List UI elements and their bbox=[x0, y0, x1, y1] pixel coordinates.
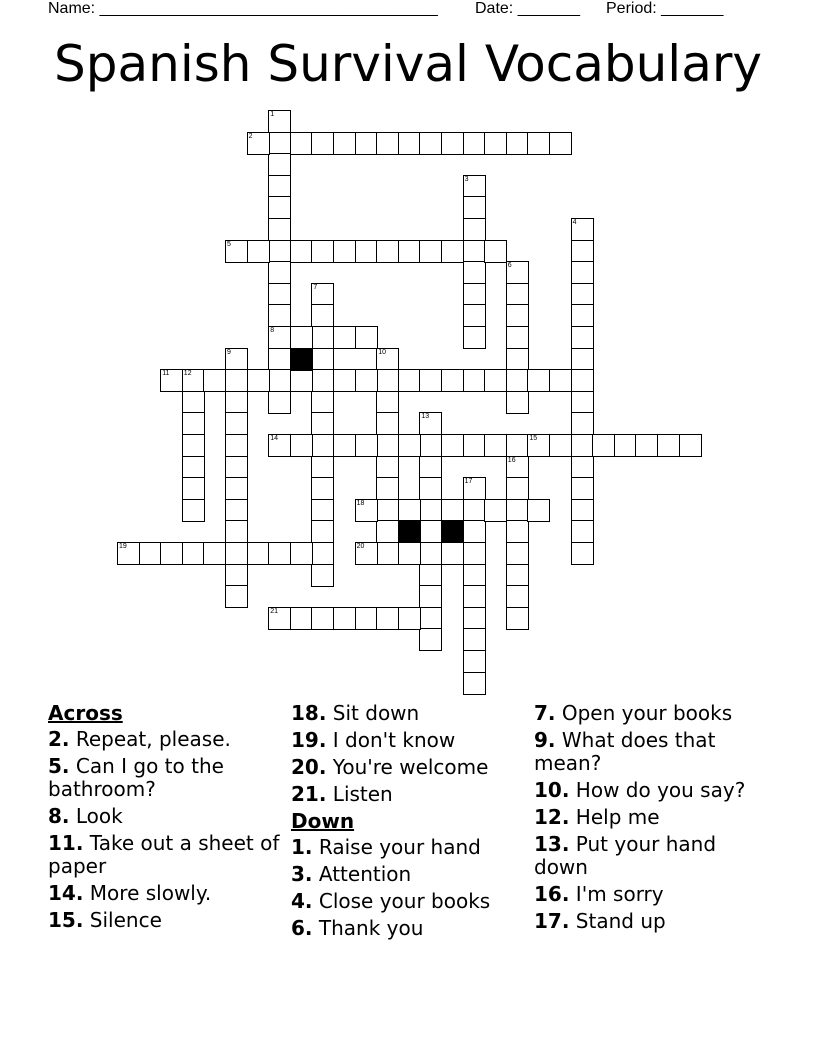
crossword-cell[interactable] bbox=[333, 369, 356, 392]
clue-item-number: 10. bbox=[534, 778, 570, 802]
clue-number: 4 bbox=[572, 219, 577, 226]
clue-item-text: Sit down bbox=[326, 701, 420, 725]
crossword-cell[interactable] bbox=[225, 564, 248, 587]
crossword-cell[interactable] bbox=[441, 499, 464, 522]
crossword-cell[interactable] bbox=[225, 456, 248, 479]
crossword-cell[interactable] bbox=[463, 304, 486, 327]
clue-number: 14 bbox=[270, 435, 278, 442]
crossword-cell[interactable] bbox=[247, 369, 270, 392]
clue-number: 5 bbox=[227, 240, 231, 248]
clue-item bbox=[291, 756, 531, 779]
crossword-cell[interactable] bbox=[268, 240, 291, 263]
crossword-cell[interactable] bbox=[376, 477, 399, 500]
down-heading: Down bbox=[291, 809, 355, 833]
clue-item-number: 20. bbox=[291, 755, 327, 779]
clue-item bbox=[48, 832, 288, 878]
crossword-cell[interactable] bbox=[311, 240, 334, 263]
clue-item-number: 13. bbox=[534, 832, 570, 856]
crossword-cell[interactable] bbox=[333, 326, 356, 349]
crossword-cell[interactable] bbox=[182, 477, 205, 500]
crossword-cell[interactable] bbox=[571, 283, 594, 306]
crossword-cell[interactable] bbox=[247, 132, 270, 155]
crossword-cell[interactable] bbox=[484, 499, 507, 522]
clue-item-text: You're welcome bbox=[326, 755, 489, 779]
clue-number: 12 bbox=[183, 370, 192, 378]
clue-item-text: How do you say? bbox=[569, 778, 746, 802]
crossword-cell[interactable] bbox=[290, 542, 313, 565]
clue-item-number: 2. bbox=[48, 727, 70, 751]
crossword-cell[interactable] bbox=[268, 369, 291, 392]
crossword-cell[interactable] bbox=[571, 261, 594, 284]
clue-item-text: Silence bbox=[83, 908, 162, 932]
crossword-cell[interactable] bbox=[311, 434, 334, 457]
clue-item-text: Help me bbox=[569, 805, 660, 829]
crossword-cell[interactable] bbox=[506, 477, 529, 500]
clue-item-text: Put your hand down bbox=[534, 832, 717, 879]
crossword-cell[interactable] bbox=[268, 607, 291, 630]
clue-number: 21 bbox=[270, 607, 278, 615]
clue-item-text: Take out a sheet of paper bbox=[48, 831, 280, 878]
clue-number: 8 bbox=[270, 327, 275, 334]
crossword-cell[interactable] bbox=[225, 542, 248, 565]
crossword-cell[interactable] bbox=[441, 369, 464, 392]
crossword-cell[interactable] bbox=[506, 499, 529, 522]
clue-item-number: 1. bbox=[291, 835, 313, 859]
crossword-cell[interactable] bbox=[506, 434, 529, 457]
crossword-cell[interactable] bbox=[311, 477, 334, 500]
crossword-cell[interactable] bbox=[225, 240, 248, 263]
crossword-cell[interactable] bbox=[268, 132, 291, 155]
crossword-cell[interactable] bbox=[160, 369, 183, 392]
crossword-cell[interactable] bbox=[290, 132, 313, 155]
crossword-cell[interactable] bbox=[182, 434, 205, 457]
clue-number: 16 bbox=[507, 456, 516, 464]
crossword-cell[interactable] bbox=[311, 391, 334, 414]
crossword-cell[interactable] bbox=[506, 456, 529, 479]
crossword-cell[interactable] bbox=[506, 326, 529, 349]
crossword-cell[interactable] bbox=[506, 283, 529, 306]
crossword-cell[interactable] bbox=[484, 369, 507, 392]
crossword-cell[interactable] bbox=[376, 348, 399, 371]
clue-item-text: Listen bbox=[326, 782, 393, 806]
clue-item-text: Stand up bbox=[569, 909, 666, 933]
crossword-cell[interactable] bbox=[376, 434, 399, 457]
clue-number: 13 bbox=[421, 413, 430, 421]
crossword-cell[interactable] bbox=[398, 434, 421, 457]
crossword-cell[interactable] bbox=[225, 434, 248, 457]
clue-item bbox=[534, 702, 774, 725]
crossword-cell[interactable] bbox=[311, 132, 334, 155]
clue-item-number: 3. bbox=[291, 862, 313, 886]
clue-item-number: 4. bbox=[291, 889, 313, 913]
crossword-cell[interactable] bbox=[441, 132, 464, 155]
black-square bbox=[441, 520, 464, 543]
clue-item-text: Close your books bbox=[312, 889, 491, 913]
clue-item bbox=[534, 779, 774, 802]
crossword-cell[interactable] bbox=[355, 434, 378, 457]
crossword-cell[interactable] bbox=[333, 132, 356, 155]
crossword-cell[interactable] bbox=[506, 520, 529, 543]
crossword-cell[interactable] bbox=[463, 196, 486, 219]
crossword-cell[interactable] bbox=[463, 607, 486, 630]
crossword-cell[interactable] bbox=[571, 434, 594, 457]
crossword-cell[interactable] bbox=[290, 326, 313, 349]
crossword-cell[interactable] bbox=[527, 132, 550, 155]
crossword-cell[interactable] bbox=[376, 369, 399, 392]
clue-number: 1 bbox=[270, 111, 275, 118]
crossword-cell[interactable] bbox=[571, 477, 594, 500]
crossword-cell[interactable] bbox=[311, 412, 334, 435]
crossword-cell[interactable] bbox=[419, 564, 442, 587]
crossword-cell[interactable] bbox=[311, 283, 334, 306]
crossword-cell[interactable] bbox=[527, 369, 550, 392]
crossword-cell[interactable] bbox=[355, 607, 378, 630]
crossword-cell[interactable] bbox=[225, 369, 248, 392]
clue-number: 19 bbox=[119, 543, 127, 550]
crossword-cell[interactable] bbox=[506, 391, 529, 414]
clues-column-1 bbox=[48, 702, 288, 936]
clues-column-3 bbox=[534, 702, 774, 937]
crossword-cell[interactable] bbox=[182, 369, 205, 392]
clue-item bbox=[291, 836, 531, 859]
clue-number: 10 bbox=[378, 348, 386, 356]
crossword-cell[interactable] bbox=[463, 564, 486, 587]
crossword-cell[interactable] bbox=[571, 348, 594, 371]
crossword-cell[interactable] bbox=[571, 391, 594, 414]
crossword-cell[interactable] bbox=[333, 607, 356, 630]
crossword-cell[interactable] bbox=[592, 434, 615, 457]
clue-item-number: 5. bbox=[48, 754, 70, 778]
crossword-cell[interactable] bbox=[311, 369, 334, 392]
crossword-cell[interactable] bbox=[463, 477, 486, 500]
clue-number: 7 bbox=[313, 283, 318, 291]
clue-item bbox=[48, 755, 288, 801]
crossword-cell[interactable] bbox=[419, 240, 442, 263]
crossword-cell[interactable] bbox=[441, 434, 464, 457]
crossword-cell[interactable] bbox=[376, 542, 399, 565]
crossword-cell[interactable] bbox=[571, 520, 594, 543]
clue-item-text: Can I go to the bathroom? bbox=[48, 754, 224, 801]
crossword-cell[interactable] bbox=[571, 499, 594, 522]
crossword-cell[interactable] bbox=[657, 434, 680, 457]
clue-number: 20 bbox=[356, 543, 365, 550]
clue-item-number: 9. bbox=[534, 728, 556, 752]
crossword-cell[interactable] bbox=[463, 218, 486, 241]
crossword-cell[interactable] bbox=[311, 520, 334, 543]
crossword-cell[interactable] bbox=[484, 434, 507, 457]
crossword-cell[interactable] bbox=[333, 240, 356, 263]
clue-item-text: Repeat, please. bbox=[69, 727, 231, 751]
clue-number: 9 bbox=[227, 348, 231, 356]
crossword-cell[interactable] bbox=[571, 326, 594, 349]
crossword-cell[interactable] bbox=[398, 369, 421, 392]
crossword-cell[interactable] bbox=[571, 240, 594, 263]
period-field[interactable]: Period: _______ bbox=[606, 0, 724, 17]
crossword-cell[interactable] bbox=[247, 542, 270, 565]
crossword-cell[interactable] bbox=[355, 132, 378, 155]
clue-item-text: Raise your hand bbox=[312, 835, 481, 859]
clue-number: 17 bbox=[464, 478, 473, 486]
crossword-cell[interactable] bbox=[203, 369, 226, 392]
crossword-cell[interactable] bbox=[419, 542, 442, 565]
clue-item-text: What does that mean? bbox=[534, 728, 716, 775]
clue-number: 3 bbox=[464, 175, 469, 183]
crossword-cell[interactable] bbox=[268, 348, 291, 371]
crossword-cell[interactable] bbox=[376, 391, 399, 414]
crossword-cell[interactable] bbox=[376, 456, 399, 479]
clue-item-number: 7. bbox=[534, 701, 556, 725]
clue-item-number: 12. bbox=[534, 805, 570, 829]
crossword-cell[interactable] bbox=[635, 434, 658, 457]
crossword-cell[interactable] bbox=[311, 607, 334, 630]
crossword-cell[interactable] bbox=[268, 542, 291, 565]
clue-item bbox=[48, 909, 288, 932]
crossword-cell[interactable] bbox=[290, 240, 313, 263]
clue-item-number: 6. bbox=[291, 916, 313, 940]
crossword-cell[interactable] bbox=[311, 348, 334, 371]
crossword-cell[interactable] bbox=[506, 564, 529, 587]
crossword-cell[interactable] bbox=[311, 564, 334, 587]
crossword-cell[interactable] bbox=[527, 499, 550, 522]
crossword-cell[interactable] bbox=[182, 456, 205, 479]
crossword-cell[interactable] bbox=[506, 261, 529, 284]
crossword-cell[interactable] bbox=[506, 585, 529, 608]
black-square bbox=[398, 520, 421, 543]
crossword-cell[interactable] bbox=[463, 650, 486, 673]
clue-item bbox=[48, 805, 288, 828]
crossword-cell[interactable] bbox=[268, 304, 291, 327]
clue-item bbox=[48, 728, 288, 751]
crossword-cell[interactable] bbox=[463, 542, 486, 565]
crossword-cell[interactable] bbox=[139, 542, 162, 565]
page-title: Spanish Survival Vocabulary bbox=[54, 35, 762, 93]
clue-item bbox=[48, 882, 288, 905]
crossword-cell[interactable] bbox=[225, 585, 248, 608]
clue-number: 6 bbox=[507, 262, 512, 270]
crossword-cell[interactable] bbox=[463, 585, 486, 608]
crossword-cell[interactable] bbox=[268, 326, 291, 349]
crossword-cell[interactable] bbox=[506, 607, 529, 630]
crossword-cell[interactable] bbox=[268, 434, 291, 457]
clue-item-number: 14. bbox=[48, 881, 84, 905]
crossword-cell[interactable] bbox=[463, 326, 486, 349]
crossword-cell[interactable] bbox=[268, 196, 291, 219]
crossword-cell[interactable] bbox=[419, 412, 442, 435]
crossword-cell[interactable] bbox=[679, 434, 702, 457]
crossword-cell[interactable] bbox=[355, 499, 378, 522]
clue-item bbox=[291, 863, 531, 886]
crossword-cell[interactable] bbox=[419, 434, 442, 457]
crossword-cell[interactable] bbox=[441, 542, 464, 565]
crossword-cell[interactable] bbox=[571, 304, 594, 327]
crossword-cell[interactable] bbox=[398, 542, 421, 565]
crossword-cell[interactable] bbox=[376, 520, 399, 543]
crossword-cell[interactable] bbox=[160, 542, 183, 565]
crossword-cell[interactable] bbox=[225, 391, 248, 414]
crossword-cell[interactable] bbox=[355, 326, 378, 349]
crossword-cell[interactable] bbox=[419, 607, 442, 630]
crossword-cell[interactable] bbox=[203, 542, 226, 565]
crossword-cell[interactable] bbox=[463, 175, 486, 198]
crossword-cell[interactable] bbox=[225, 477, 248, 500]
clue-item-number: 8. bbox=[48, 804, 70, 828]
crossword-cell[interactable] bbox=[182, 412, 205, 435]
crossword-cell[interactable] bbox=[463, 369, 486, 392]
crossword-cell[interactable] bbox=[268, 283, 291, 306]
crossword-cell[interactable] bbox=[463, 240, 486, 263]
crossword-cell[interactable] bbox=[182, 391, 205, 414]
crossword-cell[interactable] bbox=[355, 240, 378, 263]
clue-item-number: 21. bbox=[291, 782, 327, 806]
crossword-cell[interactable] bbox=[441, 240, 464, 263]
crossword-cell[interactable] bbox=[225, 499, 248, 522]
crossword-cell[interactable] bbox=[182, 542, 205, 565]
student-info-header bbox=[48, 0, 768, 20]
crossword-cell[interactable] bbox=[419, 477, 442, 500]
clue-item-number: 19. bbox=[291, 728, 327, 752]
crossword-cell[interactable] bbox=[571, 218, 594, 241]
crossword-cell[interactable] bbox=[225, 412, 248, 435]
clue-item-text: Attention bbox=[312, 862, 412, 886]
crossword-cell[interactable] bbox=[463, 434, 486, 457]
crossword-cell[interactable] bbox=[398, 499, 421, 522]
crossword-cell[interactable] bbox=[311, 456, 334, 479]
crossword-cell[interactable] bbox=[484, 240, 507, 263]
date-field[interactable]: Date: _______ bbox=[475, 0, 580, 17]
crossword-cell[interactable] bbox=[117, 542, 140, 565]
crossword-cell[interactable] bbox=[333, 434, 356, 457]
clue-number: 2 bbox=[248, 132, 253, 140]
crossword-cell[interactable] bbox=[506, 542, 529, 565]
crossword-cell[interactable] bbox=[549, 132, 572, 155]
clues-column-2 bbox=[291, 702, 531, 944]
clue-item-number: 18. bbox=[291, 701, 327, 725]
crossword-cell[interactable] bbox=[527, 434, 550, 457]
crossword-cell[interactable] bbox=[419, 456, 442, 479]
crossword-cell[interactable] bbox=[419, 369, 442, 392]
crossword-cell[interactable] bbox=[571, 369, 594, 392]
crossword-cell[interactable] bbox=[290, 607, 313, 630]
crossword-cell[interactable] bbox=[247, 240, 270, 263]
clue-number: 11 bbox=[162, 370, 170, 378]
crossword-cell[interactable] bbox=[419, 132, 442, 155]
clue-item-number: 16. bbox=[534, 882, 570, 906]
clue-item bbox=[534, 806, 774, 829]
crossword-cell[interactable] bbox=[268, 261, 291, 284]
clue-item-text: I'm sorry bbox=[569, 882, 664, 906]
crossword-cell[interactable] bbox=[376, 412, 399, 435]
crossword-cell[interactable] bbox=[290, 434, 313, 457]
crossword-cell[interactable] bbox=[463, 261, 486, 284]
clue-item-text: I don't know bbox=[326, 728, 456, 752]
clue-item bbox=[291, 917, 531, 940]
crossword-cell[interactable] bbox=[268, 175, 291, 198]
crossword-cell[interactable] bbox=[506, 348, 529, 371]
crossword-cell[interactable] bbox=[355, 542, 378, 565]
crossword-cell[interactable] bbox=[182, 499, 205, 522]
clue-number: 18 bbox=[356, 499, 365, 507]
crossword-cell[interactable] bbox=[506, 132, 529, 155]
crossword-cell[interactable] bbox=[419, 585, 442, 608]
crossword-cell[interactable] bbox=[376, 607, 399, 630]
crossword-cell[interactable] bbox=[571, 412, 594, 435]
crossword-cell[interactable] bbox=[268, 218, 291, 241]
crossword-cell[interactable] bbox=[463, 132, 486, 155]
crossword-cell[interactable] bbox=[463, 499, 486, 522]
clue-item bbox=[291, 890, 531, 913]
crossword-cell[interactable] bbox=[463, 628, 486, 651]
name-field[interactable]: Name: ______________________________________ bbox=[48, 0, 438, 17]
clue-item-number: 15. bbox=[48, 908, 84, 932]
crossword-cell[interactable] bbox=[311, 304, 334, 327]
crossword-cell[interactable] bbox=[419, 520, 442, 543]
clue-item bbox=[291, 783, 531, 806]
clue-item-text: Look bbox=[69, 804, 123, 828]
crossword-cell[interactable] bbox=[463, 672, 486, 695]
crossword-cell[interactable] bbox=[549, 369, 572, 392]
crossword-cell[interactable] bbox=[376, 240, 399, 263]
clue-item bbox=[291, 729, 531, 752]
clue-item bbox=[534, 910, 774, 933]
crossword-cell[interactable] bbox=[376, 132, 399, 155]
crossword-cell[interactable] bbox=[549, 434, 572, 457]
crossword-cell[interactable] bbox=[225, 520, 248, 543]
clue-item bbox=[291, 702, 531, 725]
crossword-cell[interactable] bbox=[484, 132, 507, 155]
clue-number: 15 bbox=[529, 435, 538, 442]
clue-item bbox=[534, 729, 774, 775]
clue-item-text: More slowly. bbox=[83, 881, 212, 905]
crossword-cell[interactable] bbox=[571, 542, 594, 565]
crossword-cell[interactable] bbox=[571, 456, 594, 479]
clue-item-text: Open your books bbox=[555, 701, 733, 725]
crossword-cell[interactable] bbox=[398, 607, 421, 630]
crossword-cell[interactable] bbox=[311, 326, 334, 349]
crossword-cell[interactable] bbox=[506, 304, 529, 327]
clue-item bbox=[534, 883, 774, 906]
crossword-cell[interactable] bbox=[268, 153, 291, 176]
black-square bbox=[290, 348, 313, 371]
crossword-cell[interactable] bbox=[463, 283, 486, 306]
crossword-cell[interactable] bbox=[311, 499, 334, 522]
crossword-cell[interactable] bbox=[376, 499, 399, 522]
clue-item-number: 11. bbox=[48, 831, 84, 855]
crossword-cell[interactable] bbox=[290, 369, 313, 392]
crossword-cell[interactable] bbox=[398, 240, 421, 263]
crossword-cell[interactable] bbox=[419, 628, 442, 651]
crossword-cell[interactable] bbox=[311, 542, 334, 565]
crossword-cell[interactable] bbox=[398, 132, 421, 155]
crossword-cell[interactable] bbox=[355, 369, 378, 392]
crossword-cell[interactable] bbox=[614, 434, 637, 457]
crossword-cell[interactable] bbox=[268, 110, 291, 133]
crossword-cell[interactable] bbox=[463, 520, 486, 543]
crossword-cell[interactable] bbox=[268, 391, 291, 414]
crossword-cell[interactable] bbox=[225, 348, 248, 371]
across-heading: Across bbox=[48, 701, 123, 725]
clue-item bbox=[534, 833, 774, 879]
clue-item-text: Thank you bbox=[312, 916, 424, 940]
crossword-cell[interactable] bbox=[419, 499, 442, 522]
crossword-cell[interactable] bbox=[506, 369, 529, 392]
clue-item-number: 17. bbox=[534, 909, 570, 933]
